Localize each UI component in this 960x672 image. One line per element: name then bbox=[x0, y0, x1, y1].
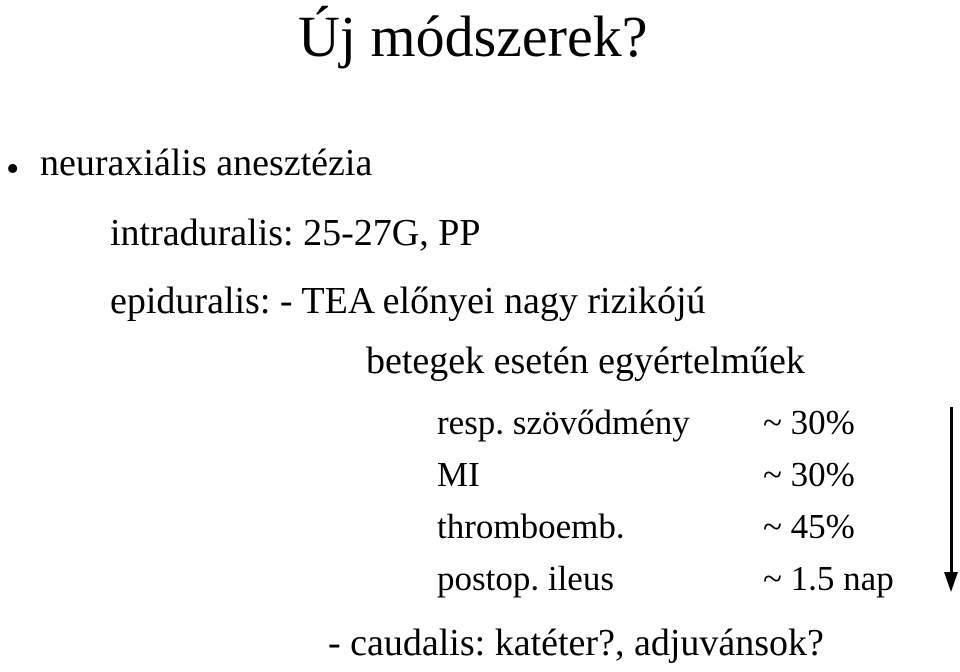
bullet-neuraxial-anesthesia: neuraxiális anesztézia bbox=[40, 142, 373, 184]
stat-value-resp: ~ 30% bbox=[763, 403, 855, 442]
stat-label-ileus: postop. ileus bbox=[437, 559, 614, 598]
stat-value-ileus: ~ 1.5 nap bbox=[763, 559, 894, 598]
stat-value-mi: ~ 30% bbox=[763, 455, 855, 494]
bullet-marker: • bbox=[6, 148, 20, 190]
epidural-line-2: betegek esetén egyértelműek bbox=[366, 340, 805, 382]
down-arrow-icon-shaft bbox=[950, 407, 953, 575]
epidural-line-1: epiduralis: - TEA előnyei nagy rizikójú bbox=[110, 280, 706, 322]
stat-label-mi: MI bbox=[437, 455, 480, 494]
slide-title: Új módszerek? bbox=[298, 4, 648, 69]
down-arrow-icon bbox=[944, 572, 958, 592]
caudal-line: - caudalis: katéter?, adjuvánsok? bbox=[328, 622, 824, 664]
stat-value-thromboemb: ~ 45% bbox=[763, 507, 855, 546]
intradural-line: intraduralis: 25-27G, PP bbox=[110, 212, 481, 254]
stat-label-thromboemb: thromboemb. bbox=[437, 507, 625, 546]
stat-label-resp: resp. szövődmény bbox=[437, 403, 690, 442]
